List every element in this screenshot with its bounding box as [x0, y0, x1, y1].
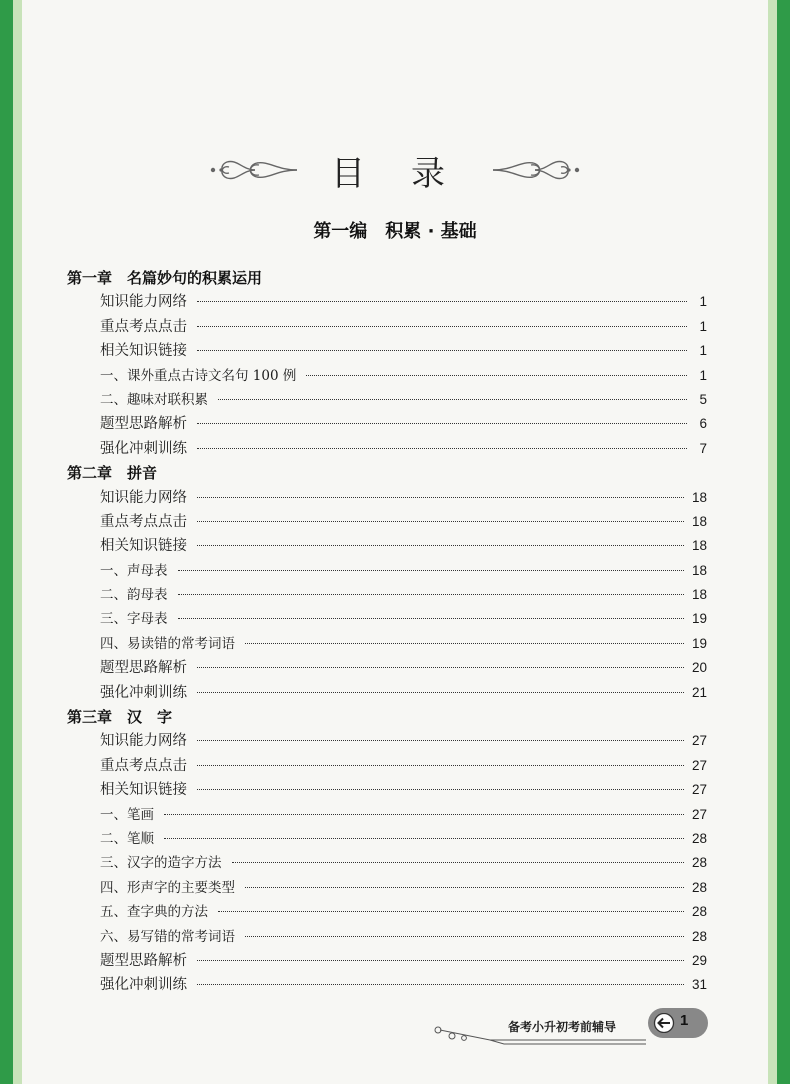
toc-entry[interactable]	[67, 925, 707, 949]
toc-entry[interactable]	[67, 437, 707, 461]
dot-leader	[245, 887, 684, 888]
dot-leader	[164, 838, 684, 839]
dot-leader	[218, 911, 684, 912]
toc-entry[interactable]	[67, 364, 707, 388]
toc-entry-title: 四、易读错的常考词语	[100, 635, 235, 652]
toc-entry[interactable]	[67, 339, 707, 363]
table-of-contents	[67, 266, 707, 998]
toc-entry-page: 21	[691, 684, 707, 700]
toc-entry-page: 28	[691, 879, 707, 895]
right-ornament-icon	[491, 153, 583, 187]
toc-entry-page: 28	[691, 928, 707, 944]
toc-entry-title: 重点考点点击	[100, 513, 187, 530]
toc-entry-page: 1	[699, 343, 707, 359]
toc-entry[interactable]	[67, 583, 707, 607]
toc-entry-title: 一、笔画	[100, 806, 154, 823]
toc-entry-page: 28	[691, 830, 707, 846]
toc-entry-title: 三、字母表	[100, 611, 168, 628]
toc-entry[interactable]	[67, 827, 707, 851]
dot-leader	[197, 984, 684, 985]
toc-entry[interactable]	[67, 656, 707, 680]
dot-leader	[197, 765, 684, 766]
toc-entry-title: 六、易写错的常考词语	[100, 928, 235, 945]
dot-leader	[197, 960, 684, 961]
dot-leader	[232, 862, 684, 863]
toc-entry-title: 二、韵母表	[100, 587, 168, 604]
toc-entry[interactable]	[67, 681, 707, 705]
dot-leader	[197, 497, 684, 498]
toc-entry-page: 1	[699, 318, 707, 334]
dot-leader	[178, 570, 684, 571]
toc-entry-title: 二、趣味对联积累	[100, 391, 208, 408]
dot-leader	[197, 350, 687, 351]
toc-entry-page: 18	[691, 562, 707, 578]
chapter-heading: 第三章 汉 字	[67, 708, 173, 727]
toc-entry[interactable]	[67, 876, 707, 900]
toc-entry-title: 强化冲刺训练	[100, 440, 187, 457]
toc-entry-title: 四、形声字的主要类型	[100, 879, 235, 896]
toc-entry-page: 31	[691, 977, 707, 993]
toc-entry-title: 重点考点点击	[100, 757, 187, 774]
dot-leader	[245, 643, 684, 644]
toc-entry[interactable]	[67, 607, 707, 631]
toc-entry[interactable]	[67, 388, 707, 412]
toc-title-block	[0, 150, 790, 194]
toc-entry[interactable]	[67, 778, 707, 802]
toc-entry[interactable]	[67, 315, 707, 339]
toc-entry[interactable]	[67, 412, 707, 436]
dot-leader	[197, 423, 687, 424]
toc-entry-title: 一、课外重点古诗文名句 100 例	[100, 367, 297, 384]
dot-leader	[197, 789, 684, 790]
toc-entry-page: 20	[691, 660, 707, 676]
toc-entry-page: 27	[691, 806, 707, 822]
left-ornament-icon	[207, 153, 299, 187]
toc-entry[interactable]	[67, 973, 707, 997]
toc-entry[interactable]	[67, 534, 707, 558]
toc-entry-page: 19	[691, 611, 707, 627]
toc-entry[interactable]	[67, 729, 707, 753]
toc-entry-page: 18	[691, 538, 707, 554]
dot-leader	[197, 692, 684, 693]
toc-entry[interactable]	[67, 851, 707, 875]
toc-entry-title: 二、笔顺	[100, 830, 154, 847]
toc-entry-title: 题型思路解析	[100, 952, 187, 969]
toc-entry-title: 知识能力网络	[100, 489, 187, 506]
dot-leader	[197, 667, 684, 668]
toc-entry-title: 强化冲刺训练	[100, 977, 187, 994]
toc-entry[interactable]	[67, 510, 707, 534]
chapter-heading: 第一章 名篇妙句的积累运用	[67, 269, 263, 287]
toc-entry-page: 28	[691, 904, 707, 920]
toc-entry-page: 18	[691, 513, 707, 529]
toc-entry[interactable]	[67, 949, 707, 973]
page-number: 1	[680, 1012, 689, 1029]
dot-leader	[178, 618, 684, 619]
toc-entry-title: 题型思路解析	[100, 660, 187, 677]
toc-entry[interactable]	[67, 803, 707, 827]
toc-entry-title: 知识能力网络	[100, 733, 187, 750]
chapter-heading: 第二章 拼音	[67, 464, 158, 483]
toc-entry-title: 题型思路解析	[100, 416, 187, 433]
dot-leader	[197, 740, 684, 741]
toc-entry-page: 5	[699, 391, 707, 407]
footer	[430, 1008, 730, 1048]
footer-text: 备考小升初考前辅导	[508, 1020, 617, 1034]
dot-leader	[218, 399, 687, 400]
toc-entry-page: 18	[691, 489, 707, 505]
dot-leader	[197, 301, 687, 302]
toc-entry[interactable]	[67, 900, 707, 924]
toc-entry[interactable]	[67, 559, 707, 583]
toc-entry-title: 强化冲刺训练	[100, 684, 187, 701]
dot-leader	[245, 936, 684, 937]
toc-entry[interactable]	[67, 754, 707, 778]
toc-entry-page: 7	[699, 440, 707, 456]
dot-leader	[164, 814, 684, 815]
toc-entry-page: 6	[699, 416, 707, 432]
toc-entry-title: 一、声母表	[100, 562, 168, 579]
toc-title: 目录	[331, 153, 491, 194]
toc-entry-page: 1	[699, 367, 707, 383]
toc-entry-title: 相关知识链接	[100, 782, 187, 799]
part-heading: 第一编 积累 · 基础	[313, 221, 477, 242]
dot-leader	[197, 326, 687, 327]
dot-leader	[197, 448, 687, 449]
toc-entry-title: 重点考点点击	[100, 318, 187, 335]
toc-entry-title: 知识能力网络	[100, 294, 187, 311]
toc-entry-page: 28	[691, 855, 707, 871]
toc-entry[interactable]	[67, 632, 707, 656]
toc-entry-page: 27	[691, 733, 707, 749]
toc-entry-title: 三、汉字的造字方法	[100, 855, 222, 872]
dot-leader	[306, 375, 687, 376]
toc-entry-page: 18	[691, 587, 707, 603]
left-arrow-icon	[652, 1013, 676, 1033]
toc-entry-title: 五、查字典的方法	[100, 904, 208, 921]
toc-entry[interactable]	[67, 486, 707, 510]
toc-entry-page: 29	[691, 952, 707, 968]
toc-entry-page: 1	[699, 294, 707, 310]
dot-leader	[197, 521, 684, 522]
dot-leader	[178, 594, 684, 595]
toc-entry[interactable]	[67, 290, 707, 314]
toc-entry-page: 27	[691, 757, 707, 773]
toc-entry-title: 相关知识链接	[100, 343, 187, 360]
toc-entry-title: 相关知识链接	[100, 538, 187, 555]
dot-leader	[197, 545, 684, 546]
toc-entry-page: 19	[691, 635, 707, 651]
toc-entry-page: 27	[691, 782, 707, 798]
